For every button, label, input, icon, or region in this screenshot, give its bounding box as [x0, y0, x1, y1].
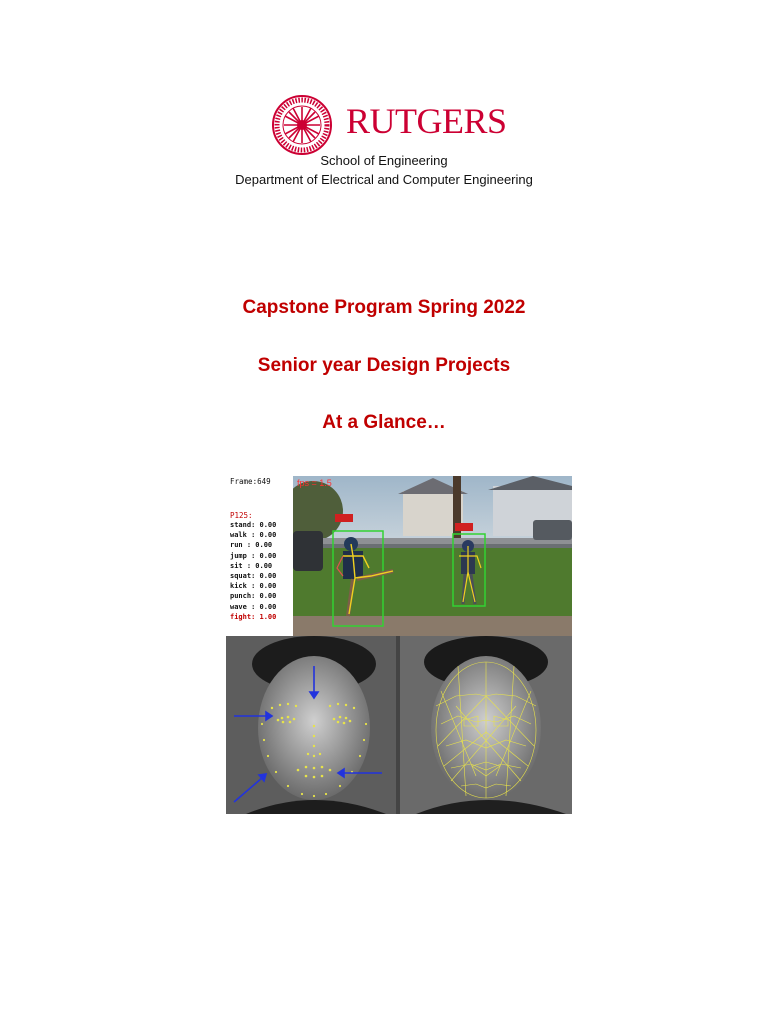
face-landmark-image	[226, 636, 572, 814]
action-score-item: sit : 0.00	[230, 561, 273, 570]
fight-detection-scene	[293, 476, 572, 636]
rutgers-seal-icon	[272, 95, 332, 155]
action-score-item: kick : 0.00	[230, 582, 277, 591]
action-score-item: jump : 0.00	[230, 551, 277, 560]
action-stats-panel	[226, 476, 293, 636]
school-name: School of Engineering	[320, 153, 448, 168]
rutgers-wordmark: RUTGERS	[346, 101, 507, 141]
glance-title: At a Glance…	[322, 412, 446, 433]
action-score-item: wave : 0.00	[230, 602, 277, 611]
frame-label: Frame:649	[230, 477, 271, 486]
projects-title: Senior year Design Projects	[257, 355, 511, 376]
rutgers-logo	[270, 95, 510, 155]
person-id-label: P125:	[230, 511, 253, 520]
action-score-item: walk : 0.00	[230, 531, 277, 540]
program-title: Capstone Program Spring 2022	[242, 297, 526, 318]
face-landmark-panel	[226, 636, 572, 814]
department-name: Department of Electrical and Computer Engineering	[235, 172, 533, 187]
action-score-item: stand: 0.00	[230, 521, 277, 529]
action-score-item: fight: 1.00	[230, 612, 277, 621]
action-score-item: run : 0.00	[230, 541, 273, 550]
fps-label: fps = 1.5	[297, 478, 332, 488]
action-list	[230, 520, 276, 622]
action-score-item: punch: 0.00	[230, 592, 277, 601]
action-score-item: squat: 0.00	[230, 571, 277, 580]
street-scene-image	[293, 476, 572, 636]
project-collage	[226, 476, 572, 814]
